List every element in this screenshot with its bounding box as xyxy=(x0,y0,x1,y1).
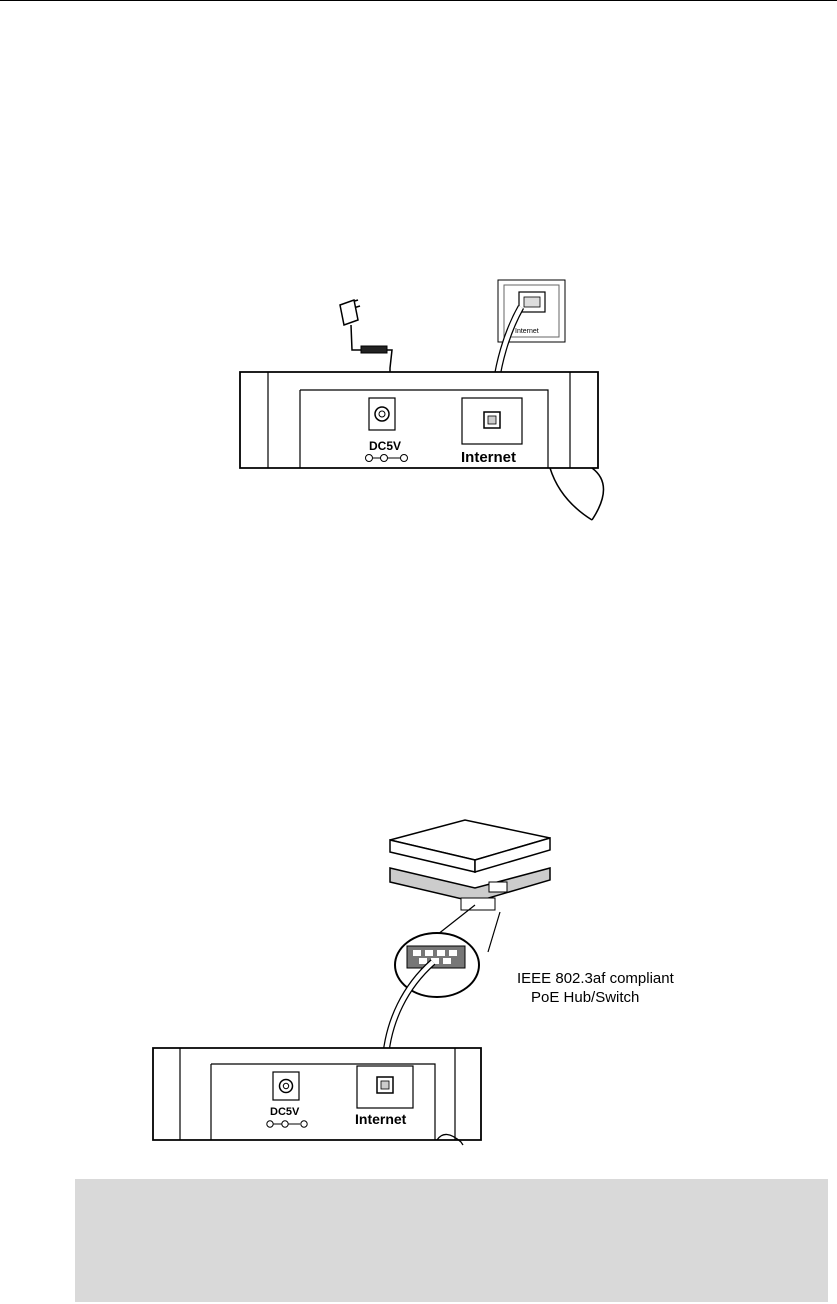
polarity-icon xyxy=(366,455,408,462)
wall-jack-label: Internet xyxy=(515,328,539,335)
phone-base-rear xyxy=(240,372,604,520)
poe-switch-caption-line1: IEEE 802.3af compliant xyxy=(517,970,674,987)
note-box xyxy=(75,1179,828,1302)
poe-switch-icon xyxy=(390,820,550,910)
poe-switch-caption-line2: PoE Hub/Switch xyxy=(531,989,640,1006)
header-rule xyxy=(0,0,837,1)
polarity-icon xyxy=(267,1121,307,1127)
internet-port-label: Internet xyxy=(461,449,517,466)
dc5v-label: DC5V xyxy=(270,1106,300,1118)
power-adapter-figure xyxy=(230,270,610,530)
dc5v-label: DC5V xyxy=(369,439,402,453)
poe-switch-figure xyxy=(145,810,695,1150)
phone-base-rear xyxy=(153,1048,481,1145)
internet-port-label: Internet xyxy=(355,1111,407,1127)
